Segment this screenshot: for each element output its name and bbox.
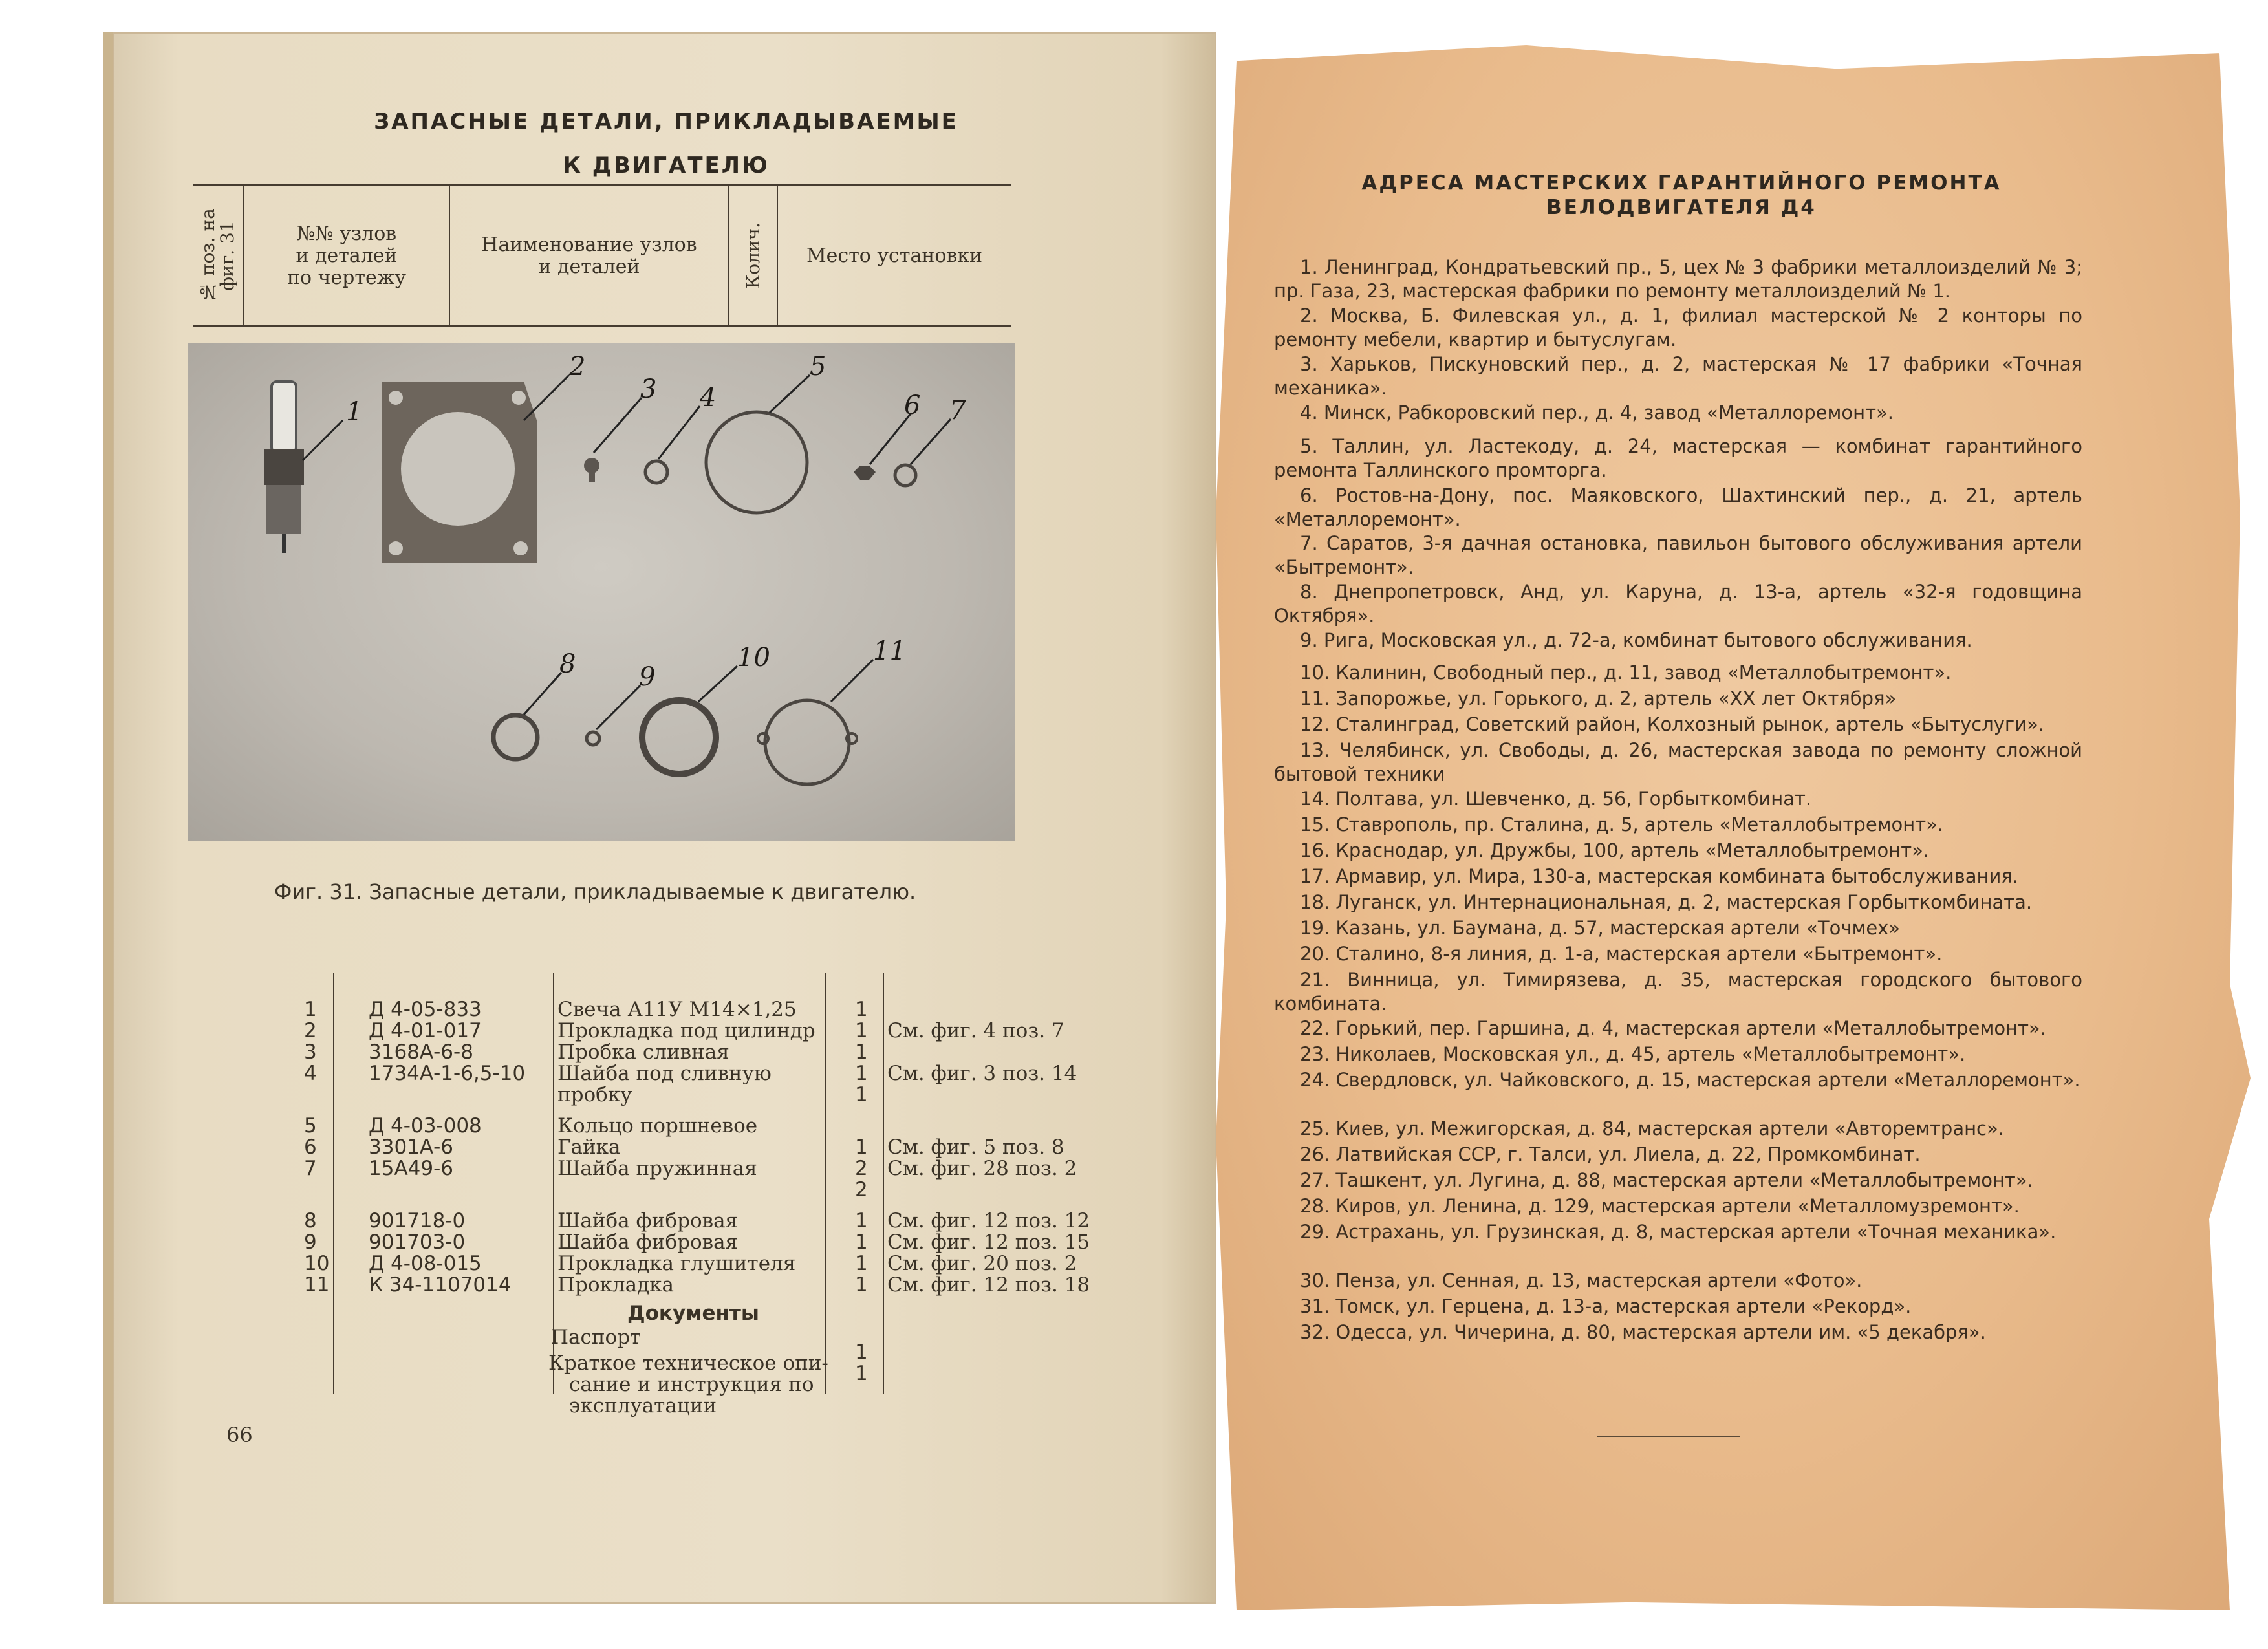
row-name: Шайба под сливную (557, 1062, 772, 1085)
row-pos: 1 (304, 998, 317, 1021)
row-qty: 1 (855, 1040, 868, 1064)
document-passport-qty: 1 (855, 1341, 868, 1364)
row-pos: 4 (304, 1062, 317, 1085)
page-number: 66 (226, 1423, 253, 1447)
row-code: Д 4-08-015 (369, 1252, 482, 1275)
address-item: 23. Николаев, Московская ул., д. 45, артель «Металлобытремонт». (1300, 1043, 1966, 1065)
figure-caption: Фиг. 31. Запасные детали, прикладываемые к двигателю. (274, 879, 916, 904)
address-item: 18. Луганск, ул. Интернациональная, д. 2, мастерская Горбыткомбината. (1300, 891, 2033, 913)
row-name: Прокладка под цилиндр (557, 1019, 815, 1042)
address-item: 25. Киев, ул. Межигорская, д. 84, мастерская артели «Авторемтранс». (1300, 1117, 2004, 1139)
left-title-line-1: ЗАПАСНЫЕ ДЕТАЛИ, ПРИКЛАДЫВАЕМЫЕ (374, 109, 958, 135)
row-pos: 9 (304, 1231, 317, 1254)
row-name: пробку (557, 1083, 632, 1106)
address-item: 16. Краснодар, ул. Дружбы, 100, артель «Металлобытремонт». (1300, 839, 1930, 861)
piston-ring-icon (706, 412, 807, 513)
photo-label-1: 1 (346, 397, 363, 427)
row-pos: 10 (304, 1252, 330, 1275)
closing-rule (1597, 1436, 1740, 1437)
drain-washer-icon (645, 461, 667, 483)
header-qty (729, 186, 778, 325)
address-item: 32. Одесса, ул. Чичерина, д. 80, мастерская артели им. «5 декабря». (1300, 1321, 1986, 1343)
address-item: 29. Астрахань, ул. Грузинская, д. 8, мастерская артели «Точная механика». (1300, 1221, 2057, 1243)
address-item: 28. Киров, ул. Ленина, д. 129, мастерская артели «Металломузремонт». (1300, 1195, 2020, 1217)
col-divider (333, 973, 334, 1394)
photo-label-2: 2 (569, 352, 586, 382)
drain-plug-icon (584, 458, 599, 482)
address-item: 22. Горький, пер. Гаршина, д. 4, мастерская артели «Металлобытремонт». (1300, 1017, 2046, 1039)
document-manual-line-3: эксплуатации (569, 1394, 717, 1417)
address-item: 27. Ташкент, ул. Лугина, д. 88, мастерская артели «Металлобытремонт». (1300, 1169, 2033, 1191)
address-item: 13. Челябинск, ул. Свободы, д. 26, мастерская завода по ремонту сложной бытовой техники (1274, 739, 2082, 785)
header-pos-text: № поз. на фиг. 31 (197, 208, 238, 303)
row-qty: 1 (855, 1083, 868, 1106)
row-pos: 11 (304, 1273, 330, 1297)
document-manual-line-2: сание и инструкция по (569, 1373, 814, 1396)
row-name: Пробка сливная (557, 1040, 729, 1064)
row-place: См. фиг. 5 поз. 8 (887, 1136, 1064, 1159)
row-name: Прокладка (557, 1273, 675, 1297)
document-passport: Паспорт (551, 1326, 642, 1349)
address-item: 2. Москва, Б. Филевская ул., д. 1, филиал мастерской № 2 конторы по ремонту мебели, квартир и бытуслугам. (1274, 305, 2082, 350)
row-qty: 2 (855, 1178, 868, 1202)
photo-label-7: 7 (949, 396, 966, 426)
address-item: 11. Запорожье, ул. Горького, д. 2, артель «XX лет Октября» (1300, 687, 1897, 709)
row-pos: 2 (304, 1019, 317, 1042)
row-pos: 6 (304, 1136, 317, 1159)
fiber-washer-icon (493, 715, 537, 759)
address-item: 31. Томск, ул. Герцена, д. 13-а, мастерская артели «Рекорд». (1300, 1295, 1912, 1317)
row-qty: 1 (855, 1231, 868, 1254)
spark-plug-icon (264, 382, 304, 553)
document-manual-line-1: Краткое техническое опи- (548, 1352, 828, 1375)
row-name: Кольцо поршневое (557, 1114, 758, 1137)
photo-label-10: 10 (737, 643, 770, 673)
address-item: 24. Свердловск, ул. Чайковского, д. 15, мастерская артели «Металлоремонт». (1300, 1069, 2080, 1091)
header-name: Наименование узлов и деталей (450, 186, 729, 325)
address-item: 21. Винница, ул. Тимирязева, д. 35, мастерская городского бытового комбината. (1274, 969, 2082, 1015)
address-item: 20. Сталино, 8-я линия, д. 1-а, мастерская артели «Бытремонт». (1300, 943, 1943, 965)
photo-label-4: 4 (700, 383, 717, 413)
row-qty: 1 (855, 1136, 868, 1159)
photo-label-6: 6 (904, 391, 921, 420)
row-pos: 7 (304, 1157, 317, 1180)
row-name: Прокладка глушителя (557, 1252, 796, 1275)
spare-parts-photo (188, 343, 1015, 841)
small-fiber-washer-icon (587, 732, 599, 745)
left-title-line-2: К ДВИГАТЕЛЮ (563, 153, 770, 178)
row-name: Свеча А11У М14×1,25 (557, 998, 797, 1021)
row-code: Д 4-03-008 (369, 1114, 482, 1137)
nut-icon (854, 466, 876, 480)
row-place: См. фиг. 20 поз. 2 (887, 1252, 1077, 1275)
row-code: 901703-0 (369, 1231, 466, 1254)
row-qty: 1 (855, 998, 868, 1021)
col-divider (825, 973, 826, 1394)
col-divider (883, 973, 884, 1394)
row-place: См. фиг. 3 поз. 14 (887, 1062, 1077, 1085)
row-name: Шайба пружинная (557, 1157, 757, 1180)
row-qty: 2 (855, 1157, 868, 1180)
address-item: 5. Таллин, ул. Ластекоду, д. 24, мастерская — комбинат гарантийного ремонта Таллинского промторга. (1274, 435, 2082, 481)
row-code: Д 4-01-017 (369, 1019, 482, 1042)
address-item: 3. Харьков, Пискуновский пер., д. 2, мастерская № 17 фабрики «Точная механика». (1274, 353, 2082, 399)
photo-label-5: 5 (810, 352, 826, 382)
gasket-ring-icon (758, 700, 857, 784)
address-item: 19. Казань, ул. Баумана, д. 57, мастерская артели «Точмех» (1300, 917, 1901, 939)
row-name: Гайка (557, 1136, 621, 1159)
row-place: См. фиг. 28 поз. 2 (887, 1157, 1077, 1180)
photo-label-8: 8 (559, 649, 576, 679)
right-title-line-1: АДРЕСА МАСТЕРСКИХ ГАРАНТИЙНОГО РЕМОНТА (1361, 171, 2002, 195)
row-code: 3301А-6 (369, 1136, 454, 1159)
row-qty: 1 (855, 1062, 868, 1085)
cylinder-gasket-icon (382, 382, 537, 563)
row-code: 3168А-6-8 (369, 1040, 473, 1064)
document-manual-qty: 1 (855, 1362, 868, 1385)
row-code: 1734А-1-6,5-10 (369, 1062, 526, 1085)
address-item: 10. Калинин, Свободный пер., д. 11, завод «Металлобытремонт». (1300, 662, 1952, 684)
photo-label-11: 11 (873, 636, 906, 666)
row-qty: 1 (855, 1019, 868, 1042)
photo-label-3: 3 (640, 374, 657, 404)
row-qty: 1 (855, 1273, 868, 1297)
photo-label-9: 9 (639, 662, 656, 692)
header-drawing-nums: №№ узлов и деталей по чертежу (244, 186, 450, 325)
row-qty: 1 (855, 1252, 868, 1275)
header-place: Место установки (806, 244, 983, 267)
right-title-line-2: ВЕЛОДВИГАТЕЛЯ Д4 (1546, 196, 1817, 219)
parts-table-header (193, 184, 1011, 327)
row-name: Шайба фибровая (557, 1231, 739, 1254)
documents-heading: Документы (627, 1302, 759, 1325)
row-code: 901718-0 (369, 1209, 466, 1233)
spring-washer-icon (895, 465, 916, 486)
address-item: 30. Пенза, ул. Сенная, д. 13, мастерская артели «Фото». (1300, 1269, 1863, 1291)
address-item: 4. Минск, Рабкоровский пер., д. 4, завод «Металлоремонт». (1300, 402, 1894, 424)
address-item: 1. Ленинград, Кондратьевский пр., 5, цех № 3 фабрики металлоизделий № 3; пр. Газа, 23, мастерская фабрики по ремонту металлоизделий № 1. (1274, 256, 2082, 302)
spare-parts-drawing (188, 343, 1015, 841)
address-item: 8. Днепропетровск, Анд, ул. Каруна, д. 13-а, артель «32-я годовщина Октября». (1274, 581, 2082, 627)
header-qty-text: Колич. (742, 222, 764, 289)
row-code: К 34-1107014 (369, 1273, 512, 1297)
row-pos: 3 (304, 1040, 317, 1064)
row-code: Д 4-05-833 (369, 998, 482, 1021)
row-place: См. фиг. 12 поз. 12 (887, 1209, 1090, 1233)
row-pos: 5 (304, 1114, 317, 1137)
row-place: См. фиг. 12 поз. 18 (887, 1273, 1090, 1297)
address-item: 26. Латвийская ССР, г. Талси, ул. Лиела, д. 22, Промкомбинат. (1300, 1143, 1921, 1165)
muffler-gasket-icon (642, 700, 716, 774)
row-pos: 8 (304, 1209, 317, 1233)
row-qty: 1 (855, 1209, 868, 1233)
row-name: Шайба фибровая (557, 1209, 739, 1233)
row-place: См. фиг. 12 поз. 15 (887, 1231, 1090, 1254)
row-place: См. фиг. 4 поз. 7 (887, 1019, 1064, 1042)
address-item: 14. Полтава, ул. Шевченко, д. 56, Горбыткомбинат. (1300, 788, 1812, 810)
address-item: 7. Саратов, 3-я дачная остановка, павильон бытового обслуживания артели «Бытремонт». (1274, 532, 2082, 578)
header-pos (193, 186, 244, 325)
address-item: 12. Сталинград, Советский район, Колхозный рынок, артель «Бытуслуги». (1300, 713, 2044, 735)
address-item: 6. Ростов-на-Дону, пос. Маяковского, Шахтинский пер., д. 21, артель «Металлоремонт». (1274, 484, 2082, 530)
address-item: 17. Армавир, ул. Мира, 130-а, мастерская комбината бытобслуживания. (1300, 865, 2019, 887)
address-item: 15. Ставрополь, пр. Сталина, д. 5, артель «Металлобытремонт». (1300, 814, 1944, 835)
row-code: 15А49-6 (369, 1157, 454, 1180)
address-item: 9. Рига, Московская ул., д. 72-а, комбинат бытового обслуживания. (1300, 629, 1972, 651)
